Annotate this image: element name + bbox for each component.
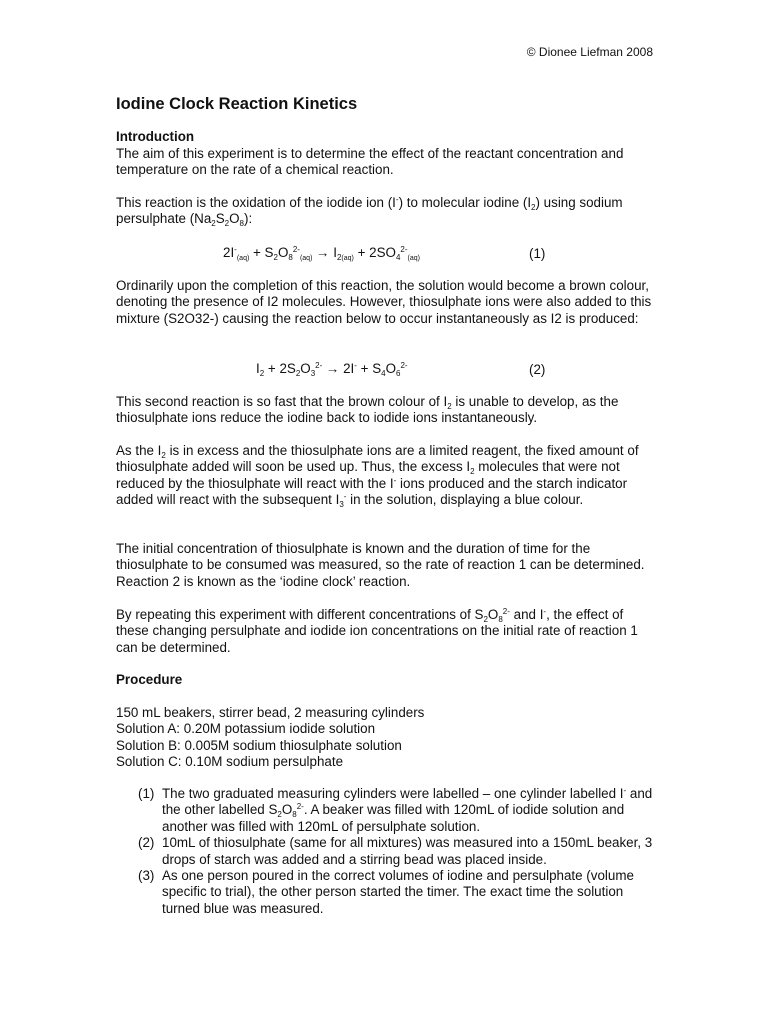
oxidation-paragraph: This reaction is the oxidation of the iodide ion (I-) to molecular iodine $(I_2)$ using sodium persulphate $(Na_2S_2O_8)$:	[116, 195, 623, 229]
procedure-step-2: (2) 10mL of thiosulphate (same for all mixtures) was measured into a 150mL beaker, 3 drops of starch was added and a stirring bead was placed inside.	[138, 835, 653, 867]
procedure-steps	[138, 786, 658, 917]
aim-text: The aim of this experiment is to determine the effect of the reactant concentration and temperature on the rate of a chemical reaction.	[116, 146, 624, 178]
aim-paragraph	[116, 146, 656, 179]
procedure-step-3: (3) As one person poured in the correct volumes of iodine and persulphate (volume specific to trial), the other person started the timer. The exact time the solution turned blue was measured.	[138, 868, 634, 916]
initial-concentration-paragraph: The initial concentration of thiosulphate is known and the duration of time for the thiosulphate to be consumed was measured, so the rate of reaction 1 can be determined. Reaction 2 is known as the ‘iodine clock’ reaction.	[116, 541, 645, 589]
excess-paragraph: As the $I_2$ is in excess and the thiosulphate ions are a limited reagent, the fixed amount of thiosulphate added will soon be used up. Thus, the excess $I_2$ molecules that were not reduced by the thiosulphate will react with the I- ions produced and the starch indicator added will react with the subsequent $I_3^-$ in the solution, displaying a blue colour.	[116, 443, 639, 510]
equation-1: $2I^-_{(aq)} + S_2O_8^{2-}_{(aq)} \to I_{2(aq)} + 2SO_4^{2-}_{(aq)}$	[223, 245, 420, 262]
equation-2: $I_2 + 2S_2O_3^{2-} \to 2I^- + S_4O_6^{2-}$	[256, 361, 408, 378]
procedure-step-1: (1) The two graduated measuring cylinders were labelled – one cylinder labelled I- and the other labelled $S_2O_8^{2-}$. A beaker was filled with 120mL of iodide solution and another was filled with 120mL of persulphate solution.	[138, 786, 653, 834]
second-reaction-paragraph: This second reaction is so fast that the brown colour of $I_2$ is unable to develop, as the thiosulphate ions reduce the iodine back to iodide ions instantaneously.	[116, 394, 619, 426]
copyright-notice: © Dionee Liefman 2008	[526, 45, 653, 59]
repeating-paragraph: By repeating this experiment with different concentrations of $S_2O_8^{2-}$ and I-, the effect of these changing persulphate and iodide ion concentrations on the initial rate of reaction 1 can be determined.	[116, 607, 638, 655]
introduction-heading: Introduction	[116, 129, 195, 144]
list-item: Solution C: 0.10M sodium persulphate	[116, 754, 344, 770]
list-item: Solution B: 0.005M sodium thiosulphate solution	[116, 737, 402, 753]
list-item: Solution A: 0.20M potassium iodide solution	[116, 721, 376, 737]
equation-2-number: (2)	[529, 362, 546, 377]
document-title: Iodine Clock Reaction Kinetics	[116, 95, 358, 113]
materials-list	[116, 705, 656, 771]
equation-1-number: (1)	[529, 246, 546, 261]
brown-colour-paragraph: Ordinarily upon the completion of this reaction, the solution would become a brown colour, denoting the presence of I2 molecules. However, thiosulphate ions were also added to this mixture (S2O32-) causing the reaction below to occur instantaneously as I2 is produced:	[116, 278, 652, 326]
procedure-heading: Procedure	[116, 672, 183, 687]
list-item: 150 mL beakers, stirrer bead, 2 measuring cylinders	[116, 705, 425, 720]
